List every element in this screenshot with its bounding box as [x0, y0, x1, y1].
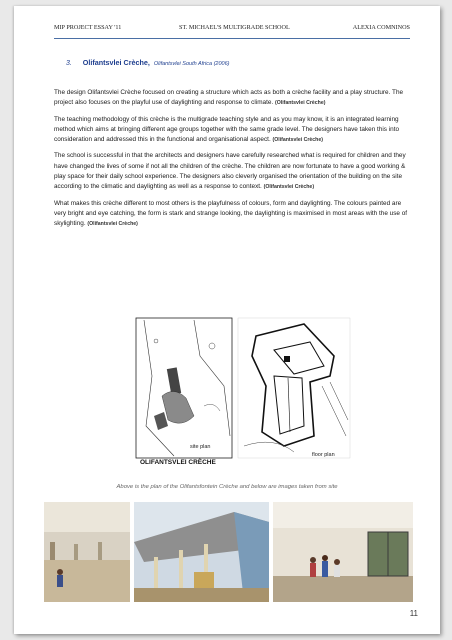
header-left: MIP PROJECT ESSAY '11: [54, 24, 122, 31]
page-header: [54, 24, 410, 39]
citation: (Olifantsvlei Crèche): [87, 221, 138, 228]
header-right: ALEXIA COMNINOS: [352, 24, 410, 31]
figure-caption: Above is the plan of the Olifantsfontein Crèche and below are images taken from site: [116, 484, 338, 490]
floor-plan-label: floor plan: [312, 452, 335, 458]
document-page: [14, 6, 440, 634]
floor-plan: [238, 318, 350, 458]
section-subtitle: Olifantsvlei South Africa (2006): [153, 61, 230, 67]
paragraph: The design Olifantsvlei Crèche focused on creating a structure which acts as both a crèche facility and a play structure. The project also focuses on the playful use of daylighting and response to climate. (Olifantsvlei Crèche): [54, 89, 404, 107]
section-title: [66, 58, 229, 67]
plan-figure-title: OLIFANTSVLEI CRÈCHE: [140, 459, 216, 466]
citation: (Olifantsvlei Crèche): [274, 100, 326, 107]
page-number: 11: [409, 609, 418, 618]
photo-interior-play-area: [44, 502, 130, 602]
plan-drawing: [134, 316, 352, 466]
section-name: Olifantsvlei Crèche,: [82, 58, 150, 67]
paragraph: The school is successful in that the architects and designers have carefully researched what is required for children and they have changed the lives of some if not all the children of the crèche. The children are now fortunate to have a good working & play space for their daily school experience. The designers also cleverly organised the orientation of the building on the site according to the climatic and daylighting as well as a response to context. (Olifantsvlei Crèche): [54, 152, 406, 191]
site-plan-label: site plan: [190, 444, 211, 450]
header-center: ST. MICHAEL'S MULTIGRADE SCHOOL: [179, 24, 290, 31]
body-text: [54, 88, 410, 236]
photo-exterior-roof-structure: [134, 502, 269, 602]
citation: (Olifantsvlei Crèche): [263, 184, 315, 191]
paragraph: What makes this crèche different to most others is the playfulness of colours, form and daylighting. The colours painted are very bright and eye catching, the form is stark and strange looking, the daylighting is maximised in most areas with the use of skylighting. (Olifantsvlei Crèche): [54, 199, 408, 228]
paragraph: The teaching methodology of this crèche is the multigrade teaching style and as you may know, it is an integrated learning method which aims at bringing different age groups together with the same grade level. The designers have taken this into consideration and addressed this in the functional and organisational aspect. (Olifantsvlei Crèche): [54, 115, 400, 144]
citation: (Olifantsvlei Crèche): [272, 137, 323, 144]
photo-interior-with-children: [273, 502, 413, 602]
section-number: 3.: [66, 60, 72, 67]
site-plan: [136, 318, 232, 466]
